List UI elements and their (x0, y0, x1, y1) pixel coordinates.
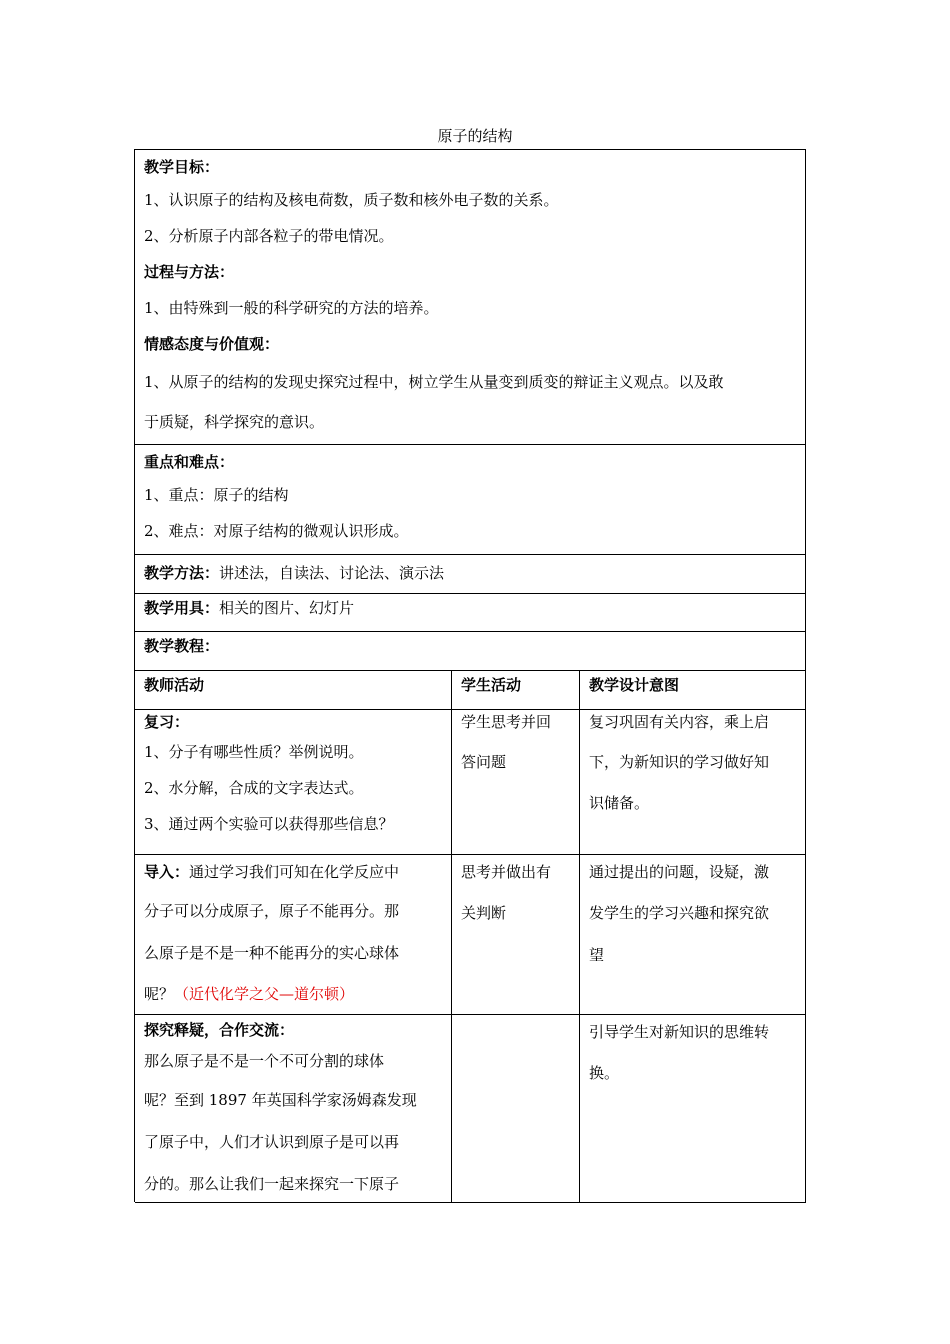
intro-last-line (144, 974, 442, 1014)
review-student-line: 学生思考并回 (461, 713, 552, 731)
intro-first-line (144, 859, 442, 885)
review-line: 3、通过两个实验可以获得那些信息？ (144, 815, 394, 833)
intro-student-line: 关判断 (461, 904, 507, 922)
header-student-label: 学生活动 (461, 676, 522, 694)
review-line: 2、水分解，合成的文字表达式。 (144, 779, 364, 797)
explore-line: 分的。那么让我们一起来探究一下原子 (144, 1175, 400, 1193)
objective-item: 2、分析原子内部各粒子的带电情况。 (144, 227, 394, 245)
intro-red-note: （近代化学之父—道尔顿） (174, 985, 355, 1003)
process-heading: 过程与方法： (144, 263, 235, 281)
header-student (452, 671, 580, 710)
explore-heading: 探究释疑，合作交流： (144, 1021, 295, 1039)
objectives-cell (135, 150, 806, 445)
table-row-review-student (452, 710, 580, 855)
process-item: 1、由特殊到一般的科学研究的方法的培养。 (144, 299, 439, 317)
process-label: 教学教程： (144, 637, 220, 655)
emotion-line: 于质疑，科学探究的意识。 (144, 413, 325, 431)
intro-last-text: 呢？ (144, 985, 175, 1003)
review-student-line: 答问题 (461, 753, 507, 771)
key-point-item: 2、难点：对原子结构的微观认识形成。 (144, 522, 409, 540)
intro-student-line: 思考并做出有 (461, 863, 552, 881)
table-row-intro-teacher (135, 855, 452, 1015)
process-label-cell (135, 632, 806, 671)
header-intent-label: 教学设计意图 (589, 676, 680, 694)
header-teacher (135, 671, 452, 710)
header-intent (580, 671, 806, 710)
explore-intent-line: 换。 (589, 1064, 620, 1082)
explore-intent-line: 引导学生对新知识的思维转 (589, 1023, 770, 1041)
intro-intent-line: 望 (589, 946, 605, 964)
table-row-intro-intent (580, 855, 806, 1015)
methods-cell (135, 555, 806, 594)
header-teacher-label: 教师活动 (144, 676, 205, 694)
table-row-explore-student (452, 1015, 580, 1203)
methods-label: 教学方法： (144, 564, 220, 582)
table-row-intro-student (452, 855, 580, 1015)
tools-value: 相关的图片、幻灯片 (219, 599, 355, 617)
objectives-heading: 教学目标： (144, 158, 220, 176)
explore-line: 了原子中，人们才认识到原子是可以再 (144, 1133, 400, 1151)
page-title: 原子的结构 (437, 127, 513, 145)
key-points-heading: 重点和难点： (144, 453, 235, 471)
intro-intent-line: 通过提出的问题，设疑，激 (589, 863, 770, 881)
key-points-cell (135, 445, 806, 555)
tools-cell (135, 594, 806, 632)
table-row-review-intent (580, 710, 806, 855)
explore-line: 呢？至到 1897 年英国科学家汤姆森发现 (144, 1091, 417, 1109)
emotion-heading: 情感态度与价值观： (144, 335, 280, 353)
table-row-explore-intent (580, 1015, 806, 1203)
table-row-explore-teacher (135, 1015, 452, 1203)
review-intent-line: 复习巩固有关内容，乘上启 (589, 713, 770, 731)
review-intent-line: 识储备。 (589, 794, 650, 812)
methods-value: 讲述法，自读法、讨论法、演示法 (219, 564, 445, 582)
explore-line: 那么原子是不是一个不可分割的球体 (144, 1052, 385, 1070)
review-line: 1、分子有哪些性质？举例说明。 (144, 743, 364, 761)
intro-intent-line: 发学生的学习兴趣和探究欲 (589, 904, 770, 922)
intro-line: 么原子是不是一种不能再分的实心球体 (144, 944, 400, 962)
tools-label: 教学用具： (144, 599, 220, 617)
key-point-item: 1、重点：原子的结构 (144, 486, 289, 504)
objective-item: 1、认识原子的结构及核电荷数，质子数和核外电子数的关系。 (144, 191, 559, 209)
review-heading: 复习： (144, 713, 190, 731)
intro-heading: 导入： (144, 863, 190, 881)
table-row-review-teacher (135, 710, 452, 855)
emotion-line: 1、从原子的结构的发现史探究过程中，树立学生从量变到质变的辩证主义观点。以及敢 (144, 373, 724, 391)
intro-line: 分子可以分成原子，原子不能再分。那 (144, 902, 400, 920)
intro-first-text: 通过学习我们可知在化学反应中 (189, 863, 400, 881)
review-intent-line: 下，为新知识的学习做好知 (589, 753, 770, 771)
lesson-plan-table (134, 149, 806, 1202)
